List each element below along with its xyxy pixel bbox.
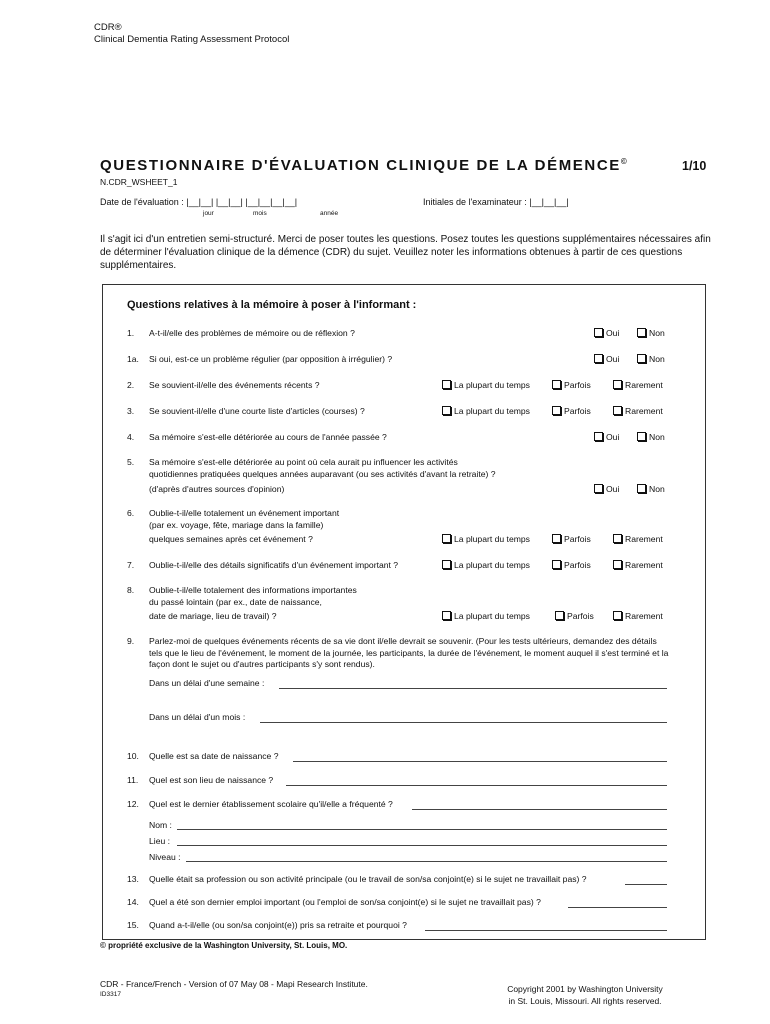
property-note: © propriété exclusive de la Washington University, St. Louis, MO. (100, 941, 348, 950)
q12-lieu-field[interactable] (177, 845, 667, 846)
page-number: 1/10 (682, 159, 707, 173)
q9-mois-label: Dans un délai d'un mois : (149, 712, 246, 722)
section-title: Questions relatives à la mémoire à poser à l'informant : (127, 299, 417, 311)
q14-field[interactable] (568, 907, 667, 908)
footer-id: ID3317 (100, 991, 121, 998)
q6-rarement-checkbox[interactable]: Rarement (613, 534, 663, 544)
q2-parfois-checkbox[interactable]: Parfois (552, 380, 591, 390)
page-title: QUESTIONNAIRE D'ÉVALUATION CLINIQUE DE LA DÉMENCE© (100, 157, 627, 174)
q5-oui-checkbox[interactable]: Oui (594, 484, 619, 494)
header-protocol: Clinical Dementia Rating Assessment Protocol (94, 34, 290, 45)
q9-semaine-field[interactable] (279, 688, 667, 689)
q3-rarement-checkbox[interactable]: Rarement (613, 406, 663, 416)
q1-non-checkbox[interactable]: Non (637, 328, 665, 338)
q7-parfois-checkbox[interactable]: Parfois (552, 560, 591, 570)
footer-version: CDR - France/French - Version of 07 May 08 - Mapi Research Institute. (100, 979, 368, 989)
q13-field[interactable] (625, 884, 667, 885)
intro-text: Il s'agit ici d'un entretien semi-structuré. Merci de poser toutes les questions. Posez toutes les questions supplémentaires nécessaires afin de déterminer l'évaluation clinique de la démence (CDR) du sujet. Veuillez noter les informations obtenues à partir de ces questions supplémentaires. (100, 234, 711, 271)
q9-semaine-label: Dans un délai d'une semaine : (149, 678, 265, 688)
q12-lieu-label: Lieu : (149, 836, 171, 846)
q3-parfois-checkbox[interactable]: Parfois (552, 406, 591, 416)
q7-plupart-checkbox[interactable]: La plupart du temps (442, 560, 530, 570)
copyright-mark: © (620, 157, 627, 166)
q9-mois-field[interactable] (260, 722, 667, 723)
q12-nom-field[interactable] (177, 829, 667, 830)
q7-rarement-checkbox[interactable]: Rarement (613, 560, 663, 570)
date-label: Date de l'évaluation : |__|__| |__|__| |__|__|__|__| (100, 197, 298, 207)
date-sub-annee: année (320, 210, 339, 217)
footer-copyright (490, 983, 680, 1007)
q1-oui-checkbox[interactable]: Oui (594, 328, 619, 338)
q8-rarement-checkbox[interactable]: Rarement (613, 611, 663, 621)
q4-non-checkbox[interactable]: Non (637, 432, 665, 442)
q3-plupart-checkbox[interactable]: La plupart du temps (442, 406, 530, 416)
form-code: N.CDR_WSHEET_1 (100, 177, 178, 187)
q12-niveau-label: Niveau : (149, 852, 181, 862)
q1a-non-checkbox[interactable]: Non (637, 354, 665, 364)
q6-parfois-checkbox[interactable]: Parfois (552, 534, 591, 544)
footer-copyright-line2: in St. Louis, Missouri. All rights reserved. (508, 996, 662, 1006)
q12-field[interactable] (412, 809, 667, 810)
q2-plupart-checkbox[interactable]: La plupart du temps (442, 380, 530, 390)
q8-plupart-checkbox[interactable]: La plupart du temps (442, 611, 530, 621)
q4-oui-checkbox[interactable]: Oui (594, 432, 619, 442)
q6-plupart-checkbox[interactable]: La plupart du temps (442, 534, 530, 544)
q2-rarement-checkbox[interactable]: Rarement (613, 380, 663, 390)
q8-parfois-checkbox[interactable]: Parfois (555, 611, 594, 621)
header-cdr: CDR® (94, 22, 122, 33)
q5-non-checkbox[interactable]: Non (637, 484, 665, 494)
date-boxes[interactable]: |__|__| |__|__| |__|__|__|__| (186, 197, 298, 207)
q15-field[interactable] (425, 930, 667, 931)
date-sub-jour: jour (203, 210, 214, 217)
footer-copyright-line1: Copyright 2001 by Washington University (507, 984, 663, 994)
q12-nom-label: Nom : (149, 820, 172, 830)
date-sub-mois: mois (253, 210, 267, 217)
initials-boxes[interactable]: |__|__|__| (529, 197, 569, 207)
initials-label: Initiales de l'examinateur : |__|__|__| (423, 197, 569, 207)
q11-field[interactable] (286, 785, 667, 786)
q1a-oui-checkbox[interactable]: Oui (594, 354, 619, 364)
q10-field[interactable] (293, 761, 667, 762)
q12-niveau-field[interactable] (186, 861, 667, 862)
